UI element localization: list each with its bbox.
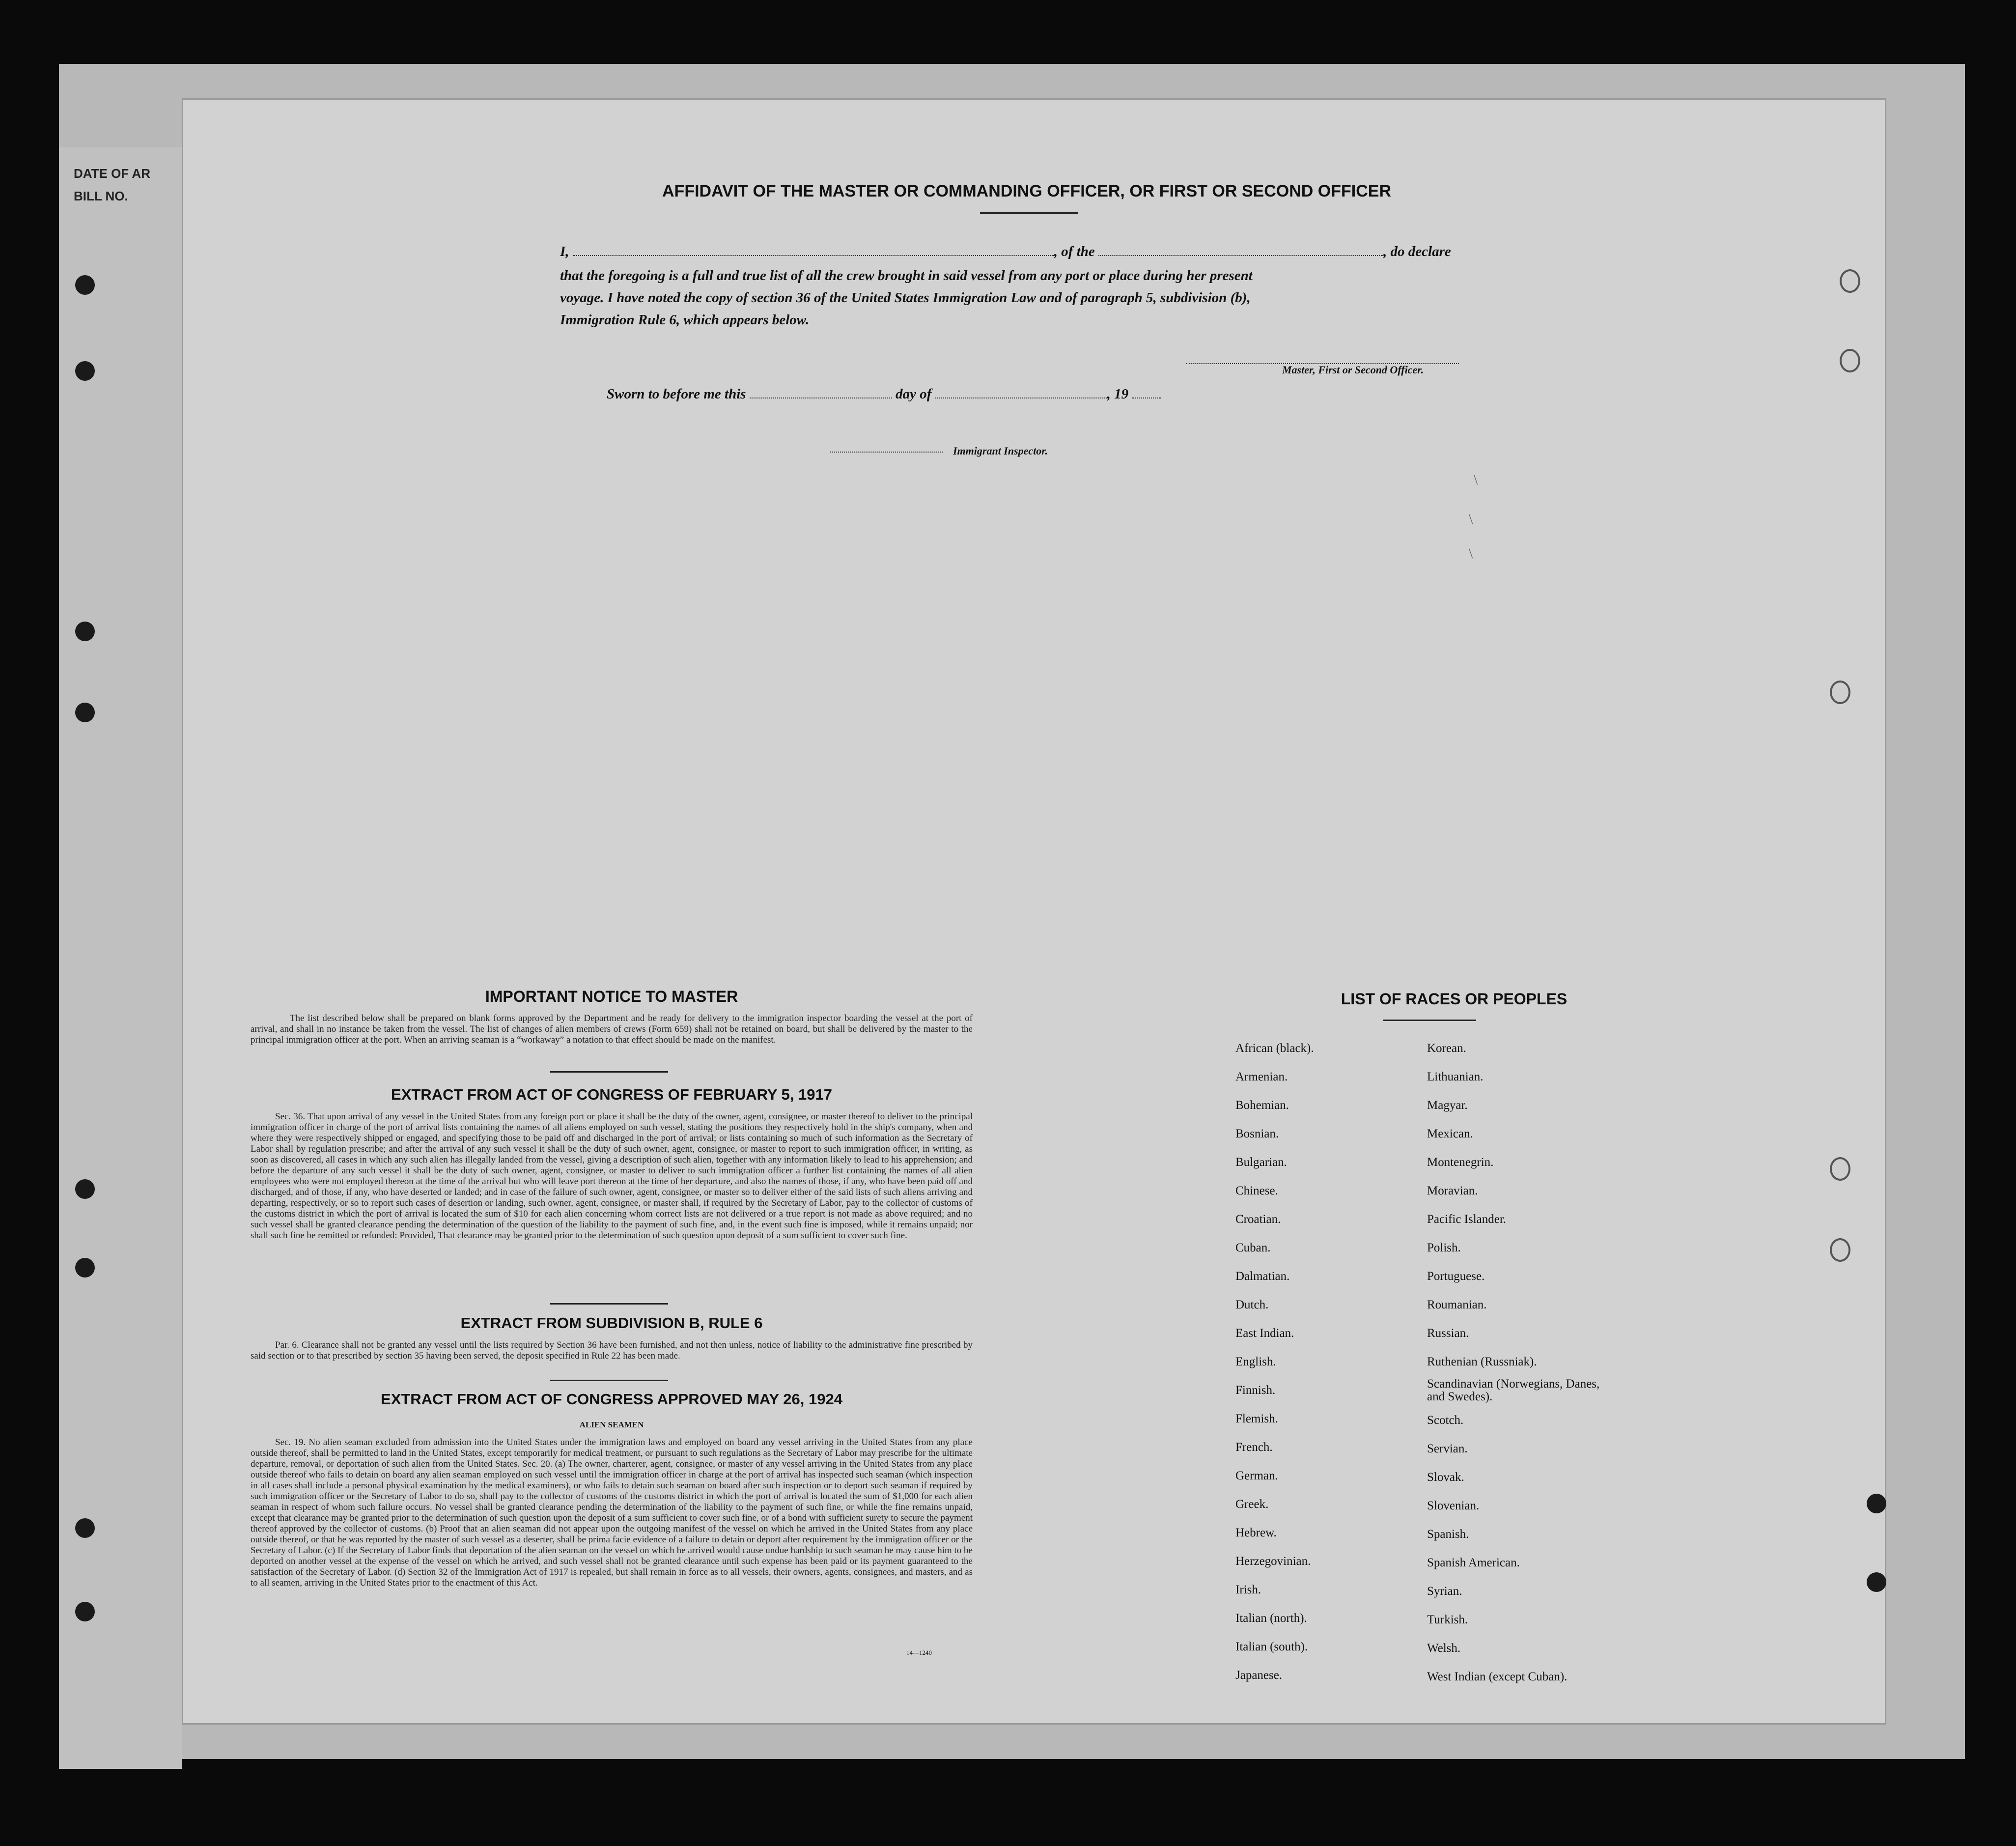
binder-hole [1867, 1572, 1886, 1592]
inspector-blank [830, 440, 943, 453]
race-item: Turkish. [1427, 1613, 1468, 1626]
race-item: Flemish. [1235, 1412, 1278, 1425]
alien-seamen-subtitle: ALIEN SEAMEN [579, 1420, 644, 1429]
divider [550, 1071, 668, 1073]
punch-hole [1830, 681, 1850, 704]
handwritten-mark: \ [1474, 472, 1478, 488]
race-item: French. [1235, 1441, 1273, 1454]
year-blank [1132, 386, 1161, 398]
inspector-label: Immigrant Inspector. [953, 445, 1048, 457]
punch-hole [1840, 269, 1860, 293]
punch-hole [1840, 349, 1860, 372]
race-item: Syrian. [1427, 1585, 1462, 1598]
affidavit-line-1 [560, 243, 1451, 260]
race-item: Servian. [1427, 1442, 1468, 1455]
race-item: Chinese. [1235, 1184, 1278, 1197]
race-item: English. [1235, 1355, 1276, 1368]
binder-hole [75, 1602, 95, 1621]
affidavit-i: I, [560, 244, 569, 259]
affidavit-declare: , do declare [1383, 244, 1451, 259]
name-blank [573, 243, 1054, 256]
race-item: Herzegovinian. [1235, 1555, 1311, 1568]
affidavit-line-3: voyage. I have noted the copy of section 36 of the United States Immigration Law and of paragraph 5, subdivision (b), [560, 290, 1251, 306]
notice-title: IMPORTANT NOTICE TO MASTER [485, 988, 738, 1005]
affidavit-line-4: Immigration Rule 6, which appears below. [560, 312, 810, 328]
signature-label: Master, First or Second Officer. [1282, 364, 1424, 376]
race-item: Scotch. [1427, 1414, 1464, 1427]
margin-stamp [74, 162, 150, 207]
race-item: Bosnian. [1235, 1127, 1279, 1140]
binder-hole [75, 622, 95, 641]
signature-blank [1186, 351, 1459, 364]
binder-hole [1867, 1494, 1886, 1513]
race-item: Slovenian. [1427, 1499, 1480, 1512]
binder-hole [75, 1258, 95, 1278]
extract-1924-text: Sec. 19. No alien seaman excluded from admission into the United States under the immigration laws and employed on board any vessel arriving in the United States from any place outside thereof, shall be permitted to land in the United States, except temporarily for medical treatment, or pursuant to such regulations as the Secretary of Labor may prescribe for the ultimate departure, removal, or deportation of such alien from the United States. Sec. 20. (a) The owner, charterer, agent, consignee, or master of any vessel arriving in the United States from any place outside thereof who fails to detain on board any alien seaman employed on such vessel until the immigration officer in charge at the port of arrival has inspected such seaman (which inspection in all cases shall include a personal physical examination by the medical examiners), or who fails to detain such seaman on board after such inspection or to deport such seaman if required by such immigration officer or the Secretary of Labor to do so, shall pay to the collector of customs of the customs district in which the port of arrival is located the sum of $1,000 for each alien seaman in respect of whom such failure occurs. No vessel shall be granted clearance pending the determination of the liability to the payment of such fine, or while the fine remains unpaid, except that clearance may be granted prior to the determination of such question upon the deposit of a sum sufficient to cover such fine, or of a bond with sufficient surety to secure the payment thereof approved by the collector of customs. (b) Proof that an alien seaman did not appear upon the outgoing manifest of the vessel on which he arrived in the United States from any place outside thereof, or that he was reported by the master of such vessel as a deserter, shall be prima facie evidence of a failure to detain or deport after requirement by the immigration officer or the Secretary of Labor. (c) If the Secretary of Labor finds that deportation of the alien seaman on the vessel on which he arrived would cause undue hardship to such seaman he may cause him to be deported on another vessel at the expense of the vessel on which he arrived, and such vessel shall not be granted clearance until such expense has been paid or its payment guaranteed to the satisfaction of the Secretary of Labor. (d) Section 32 of the Immigration Act of 1917 is repealed, but shall remain in force as to all vessels, their owners, agents, consignees, and masters, and as to all seamen, arriving in the United States prior to the enactment of this Act. [251, 1437, 973, 1588]
race-item: Italian (south). [1235, 1640, 1308, 1653]
race-item: Roumanian. [1427, 1298, 1487, 1311]
divider [550, 1303, 668, 1305]
race-item: Pacific Islander. [1427, 1213, 1507, 1226]
notice-text: The list described below shall be prepared on blank forms approved by the Department and be ready for delivery to the immigration inspector boarding the vessel at the port of arrival, and shall in no instance be taken from the vessel. The list of changes of alien members of crews (Form 659) shall not be retained on board, but shall be delivered by the master to the principal immigration officer at the port. When an arriving seaman is a “workaway” a notation to that effect should be made on the manifest. [251, 1013, 973, 1045]
race-item: Scandinavian (Norwegians, Danes, and Swedes). [1427, 1377, 1600, 1403]
race-item: Greek. [1235, 1498, 1269, 1511]
race-item: Cuban. [1235, 1241, 1271, 1254]
race-item: Slovak. [1427, 1471, 1464, 1484]
race-item: West Indian (except Cuban). [1427, 1670, 1568, 1683]
rule-6-title: EXTRACT FROM SUBDIVISION B, RULE 6 [460, 1314, 763, 1332]
race-item: Moravian. [1427, 1184, 1478, 1197]
binder-hole [75, 275, 95, 295]
race-item: Italian (north). [1235, 1612, 1307, 1625]
form-number: 14—1240 [906, 1649, 932, 1656]
handwritten-mark: \ [1469, 511, 1473, 527]
binder-hole [75, 361, 95, 381]
race-item: Polish. [1427, 1241, 1461, 1254]
binder-hole [75, 1179, 95, 1199]
sworn-text: Sworn to before me this [607, 386, 746, 402]
race-item: Finnish. [1235, 1384, 1276, 1397]
race-item: Hebrew. [1235, 1526, 1277, 1539]
extract-1924-title: EXTRACT FROM ACT OF CONGRESS APPROVED MAY 26, 1924 [381, 1391, 842, 1408]
divider [1383, 1020, 1476, 1021]
vessel-blank [1098, 243, 1383, 256]
race-item: Magyar. [1427, 1099, 1468, 1112]
month-blank [935, 386, 1107, 398]
affidavit-title: AFFIDAVIT OF THE MASTER OR COMMANDING OFFICER, OR FIRST OR SECOND OFFICER [662, 182, 1391, 200]
punch-hole [1830, 1157, 1850, 1181]
rule-6-text: Par. 6. Clearance shall not be granted any vessel until the lists required by Section 36 have been furnished, and not then unless, notice of liability to the administrative fine prescribed by said section or to that prescribed by section 35 having been served, the deposit specified in Rule 22 has been made. [251, 1340, 973, 1361]
race-item: East Indian. [1235, 1327, 1294, 1340]
race-item: African (black). [1235, 1042, 1314, 1055]
day-blank [750, 386, 892, 398]
races-title: LIST OF RACES OR PEOPLES [1341, 990, 1568, 1008]
race-item: Lithuanian. [1427, 1070, 1484, 1083]
handwritten-mark: \ [1469, 545, 1473, 562]
affidavit-line-2: that the foregoing is a full and true list of all the crew brought in said vessel from any port or place during her present [560, 268, 1253, 284]
race-item: Croatian. [1235, 1213, 1281, 1226]
binder-hole [75, 703, 95, 722]
race-item: Dalmatian. [1235, 1270, 1290, 1283]
bill-label: BILL NO. [74, 189, 128, 203]
race-item: Mexican. [1427, 1127, 1473, 1140]
race-item: Welsh. [1427, 1642, 1461, 1655]
race-item: Dutch. [1235, 1298, 1269, 1311]
date-label: DATE OF AR [74, 166, 150, 181]
race-item: Japanese. [1235, 1669, 1283, 1682]
divider [550, 1380, 668, 1381]
affidavit-of-the: , of the [1054, 244, 1095, 259]
extract-1917-title: EXTRACT FROM ACT OF CONGRESS OF FEBRUARY 5, 1917 [391, 1086, 832, 1103]
race-item: Spanish American. [1427, 1556, 1520, 1569]
divider [980, 212, 1078, 214]
day-of-text: day of [896, 386, 932, 402]
race-item: Ruthenian (Russniak). [1427, 1355, 1537, 1368]
race-item: Montenegrin. [1427, 1156, 1494, 1169]
race-item: Spanish. [1427, 1528, 1469, 1541]
sworn-line [607, 386, 1161, 402]
races-column-2 [1427, 1034, 1609, 1691]
race-item: Korean. [1427, 1042, 1466, 1055]
race-item: Portuguese. [1427, 1270, 1485, 1283]
race-item: German. [1235, 1469, 1278, 1482]
race-item: Bulgarian. [1235, 1156, 1287, 1169]
race-item: Russian. [1427, 1327, 1469, 1340]
race-item: Irish. [1235, 1583, 1261, 1596]
races-column-1 [1235, 1034, 1314, 1690]
binder-hole [75, 1518, 95, 1538]
race-item: Bohemian. [1235, 1099, 1289, 1112]
year-text: , 19 [1107, 386, 1129, 402]
race-item: Armenian. [1235, 1070, 1288, 1083]
extract-1917-text: Sec. 36. That upon arrival of any vessel in the United States from any foreign port or place it shall be the duty of the owner, agent, consignee, or master thereof to deliver to the principal immigration officer in charge of the port of arrival lists containing the names of all aliens employed on such vessel, stating the positions they respectively hold in the ship's company, when and where they were respectively shipped or engaged, and specifying those to be paid off and discharged in the port of arrival; or lists containing so much of such information as the Secretary of Labor shall by regulation prescribe; and after the arrival of any such vessel it shall be the duty of such owner, agent, consignee, or master to report to such immigration officer, in writing, as soon as discovered, all cases in which any such alien has illegally landed from the vessel, giving a description of such alien, together with any information likely to lead to his apprehension; and before the departure of any such vessel it shall be the duty of such owner, agent, consignee, or master to deliver to such immigration officer a further list containing the names of all alien employees who were not employed thereon at the time of the arrival but who will leave port thereon at the time of her departure, and also the names of those, if any, who have been paid off and discharged, and of those, if any, who have deserted or landed; and in case of the failure of such owner, agent, consignee, or master so to deliver either of the said lists of such aliens arriving and departing, respectively, or so to report such cases of desertion or landing, such owner, agent, consignee, or master shall, if required by the Secretary of Labor, pay to the collector of customs of the customs district in which the port of arrival is located the sum of $10 for each alien concerning whom correct lists are not delivered or a true report is not made as above required; and no such vessel shall be granted clearance pending the determination of the question of the liability to the payment of such fine, and, in the event such fine is imposed, while it remains unpaid; nor shall such fine be remitted or refunded: Provided, That clearance may be granted prior to the determination of such question upon deposit of a sum sufficient to cover such fine. [251, 1111, 973, 1241]
punch-hole [1830, 1238, 1850, 1262]
